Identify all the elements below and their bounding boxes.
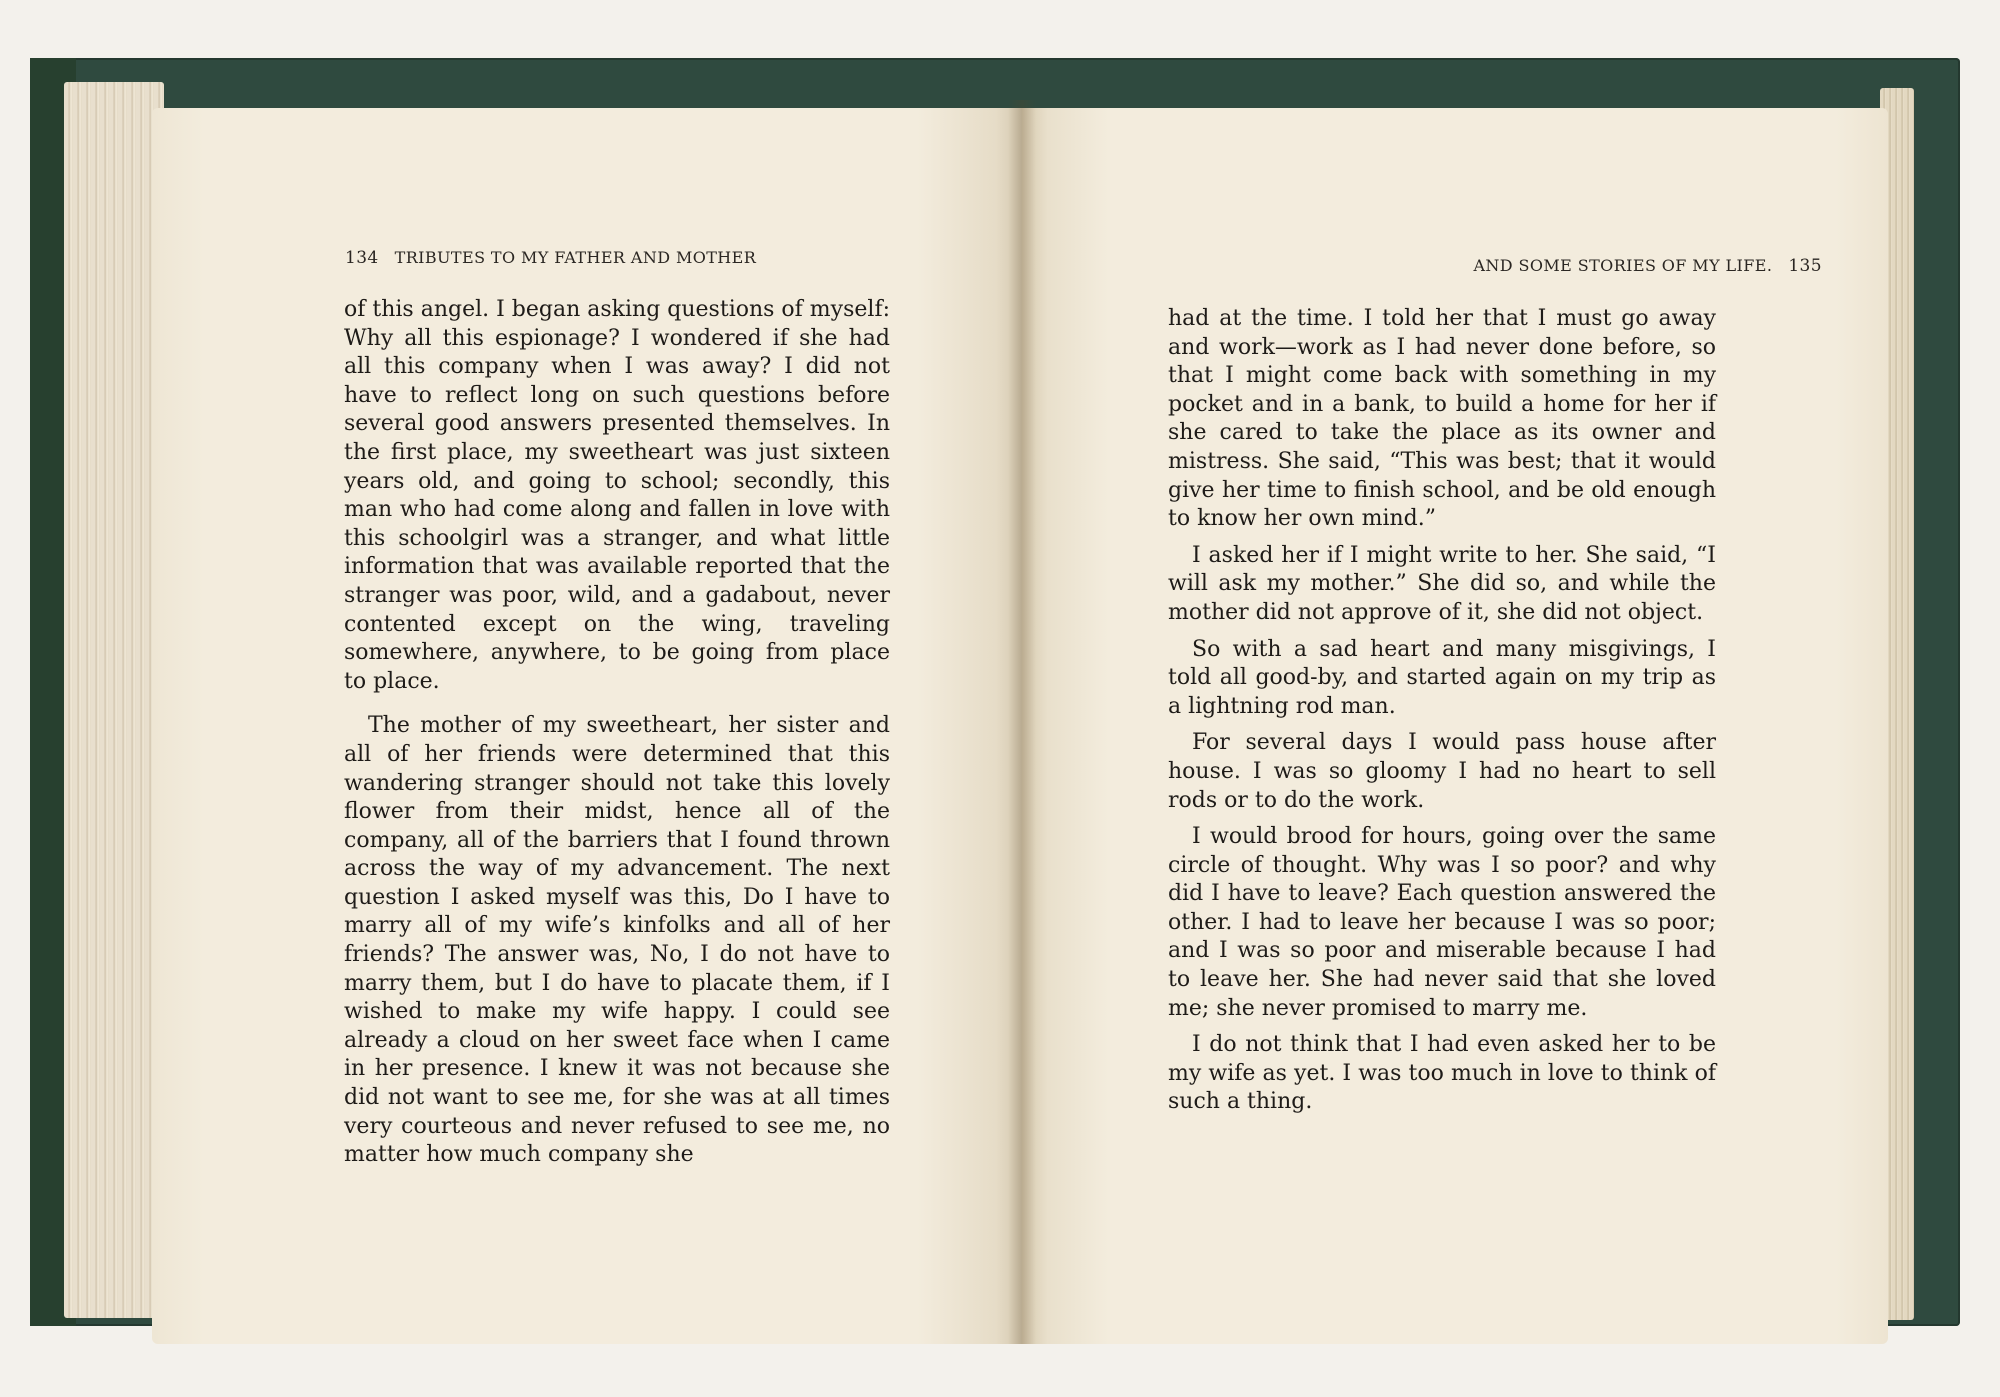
left-page-number: 134: [345, 248, 379, 268]
right-page: [1022, 108, 1888, 1344]
paragraph: had at the time. I told her that I must go away and work—work as I had never done before, so that I might come back with something in my pocket and in a bank, to build a home for her if she cared to take the place as its owner and mistress. She said, “This was best; that it would give her time to finish school, and be old enough to know her own mind.”: [1168, 306, 1716, 532]
right-page-number: 135: [1788, 256, 1822, 276]
paragraph: of this angel. I began asking questions of myself: Why all this espionage? I wondered if she had all this company when I was away? I did not have to reflect long on such questions before several good answers presented themselves. In the first place, my sweetheart was just sixteen years old, and going to school; secondly, this man who had come along and fallen in love with this schoolgirl was a stranger, and what little information that was available reported that the stranger was poor, wild, and a gadabout, never contented except on the wing, traveling somewhere, anywhere, to be going from place to place.: [344, 297, 890, 694]
left-page-header: [345, 248, 772, 268]
paragraph: So with a sad heart and many misgivings, I told all good-by, and started again on my trip as a lightning rod man.: [1168, 636, 1716, 719]
left-page-body: [344, 296, 890, 1170]
paragraph: The mother of my sweetheart, her sister and all of her friends were determined that this wandering stranger should not take this lovely flower from their midst, hence all of the company, all of the barriers that I found thrown across the way of my advancement. The next question I asked myself was this, Do I have to marry all of my wife’s kinfolks and all of her friends? The answer was, No, I do not have to marry them, but I do have to placate them, if I wished to make my wife happy. I could see already a cloud on her sweet face when I came in her presence. I knew it was not because she did not want to see me, for she was at all times very courteous and never refused to see me, no matter how much company she: [344, 713, 890, 1168]
right-running-head: AND SOME STORIES OF MY LIFE.: [1473, 256, 1773, 275]
book-gutter: [1008, 100, 1036, 1344]
paragraph: I asked her if I might write to her. She said, “I will ask my mother.” She did so, and while the mother did not approve of it, she did not object.: [1168, 542, 1716, 625]
left-running-head: TRIBUTES TO MY FATHER AND MOTHER: [394, 248, 757, 267]
right-page-body: [1168, 305, 1716, 1117]
paragraph: I would brood for hours, going over the same circle of thought. Why was I so poor? and why did I have to leave? Each question answered the other. I had to leave her because I was so poor; and I was so poor and miserable because I had to leave her. She had never said that she loved me; she never promised to marry me.: [1168, 824, 1716, 1021]
right-page-header: [1457, 256, 1822, 276]
left-page: [152, 108, 1022, 1344]
paragraph: For several days I would pass house after house. I was so gloomy I had no heart to sell rods or to do the work.: [1168, 730, 1716, 813]
page-edges-left: [64, 82, 164, 1318]
paragraph: I do not think that I had even asked her to be my wife as yet. I was too much in love to think of such a thing.: [1168, 1032, 1716, 1115]
